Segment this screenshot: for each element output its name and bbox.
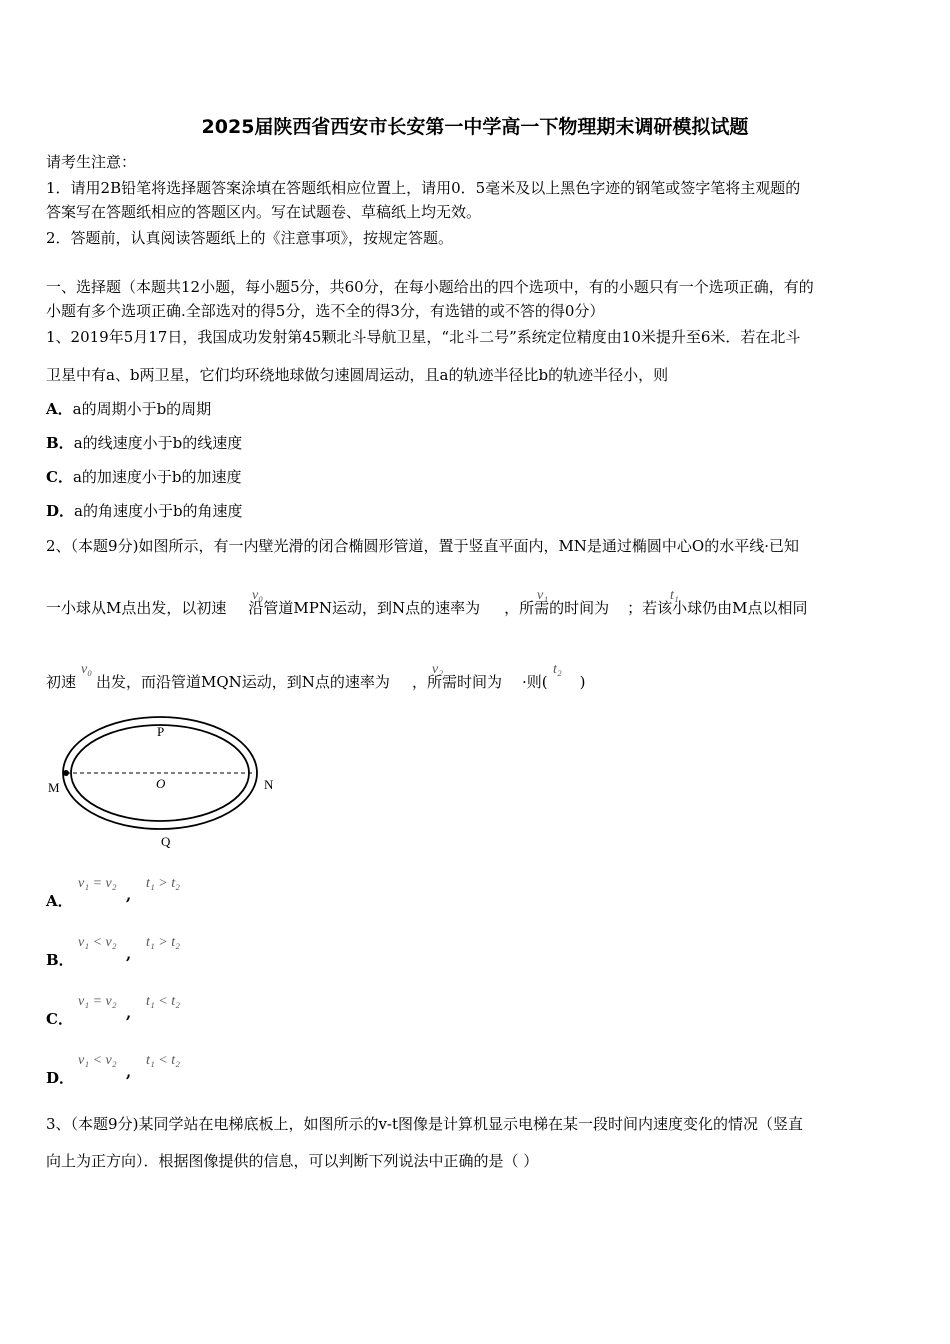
notice-item-1-line-2: 答案写在答题纸相应的答题区内。写在试题卷、草稿纸上均无效。 (46, 203, 482, 221)
question-3-line-2: 向上为正方向）．根据图像提供的信息，可以判断下列说法中正确的是（ ） (46, 1152, 539, 1170)
ellipse-pipe-diagram (40, 715, 290, 855)
symbol-t2: t₂ (553, 662, 562, 677)
page-title: 2025届陕西省西安市长安第一中学高一下物理期末调研模拟试题 (201, 116, 749, 138)
question-1-option-b[interactable]: B．a的线速度小于b的线速度 (46, 434, 243, 452)
symbol-v0-second: v₀ (81, 662, 93, 677)
question-2-line-2: 一小球从M点出发，以初速 沿管道MPN运动，到N点的速率为 ，所需的时间为 ；若该小球仍由M点以相同 (46, 599, 808, 617)
question-1-option-a[interactable]: A．a的周期小于b的周期 (46, 400, 212, 418)
label-o: O (156, 776, 166, 791)
ellipse-pipe-figure (40, 715, 290, 855)
question-1-option-d[interactable]: D．a的角速度小于b的角速度 (46, 502, 243, 520)
question-2-line-3: 初速 出发，而沿管道MQN运动，到N点的速率为 ，所需时间为 ·则( ) (46, 673, 586, 691)
question-1-line-1: 1、2019年5月17日，我国成功发射第45颗北斗导航卫星，“北斗二号”系统定位精度由10米提升至6米．若在北斗 (46, 328, 801, 346)
question-3-line-1: 3、（本题9分)某同学站在电梯底板上，如图所示的v-t图像是计算机显示电梯在某一段时间内速度变化的情况（竖直 (46, 1115, 804, 1133)
question-2-option-a[interactable]: A． v₁ = v₂ , t₁ > t₂ (46, 876, 180, 910)
symbol-v2: v₂ (432, 662, 444, 677)
notice-item-1-line-1: 1．请用2B铅笔将选择题答案涂填在答题纸相应位置上，请用0．5毫米及以上黑色字迹的钢笔或签字笔将主观题的 (46, 179, 801, 197)
label-p: P (157, 724, 165, 739)
symbol-v1: v₁ (537, 588, 549, 603)
label-n: N (264, 777, 274, 792)
question-2-option-d[interactable]: D． v₁ < v₂ , t₁ < t₂ (46, 1053, 180, 1087)
ball-at-m (63, 770, 69, 776)
section-heading-line-1: 一、选择题（本题共12小题，每小题5分，共60分，在每小题给出的四个选项中，有的小题只有一个选项正确，有的 (46, 278, 814, 296)
question-2-option-b[interactable]: B． v₁ < v₂ , t₁ > t₂ (46, 935, 180, 969)
section-heading-line-2: 小题有多个选项正确.全部选对的得5分，选不全的得3分，有选错的或不答的得0分） (46, 302, 605, 320)
label-q: Q (161, 834, 171, 849)
question-1-option-c[interactable]: C．a的加速度小于b的加速度 (46, 468, 242, 486)
symbol-v0: v₀ (252, 588, 264, 603)
question-1-line-2: 卫星中有a、b两卫星，它们均环绕地球做匀速圆周运动，且a的轨迹半径比b的轨迹半径小，则 (46, 366, 669, 384)
symbol-t1: t₁ (670, 588, 679, 603)
question-2-line-1: 2、（本题9分)如图所示，有一内壁光滑的闭合椭圆形管道，置于竖直平面内，MN是通过椭圆中心O的水平线·已知 (46, 537, 799, 555)
question-2-option-c[interactable]: C． v₁ = v₂ , t₁ < t₂ (46, 994, 180, 1028)
label-m: M (48, 780, 60, 795)
notice-item-2: 2．答题前，认真阅读答题纸上的《注意事项》，按规定答题。 (46, 229, 454, 247)
notice-heading: 请考生注意： (46, 153, 137, 171)
